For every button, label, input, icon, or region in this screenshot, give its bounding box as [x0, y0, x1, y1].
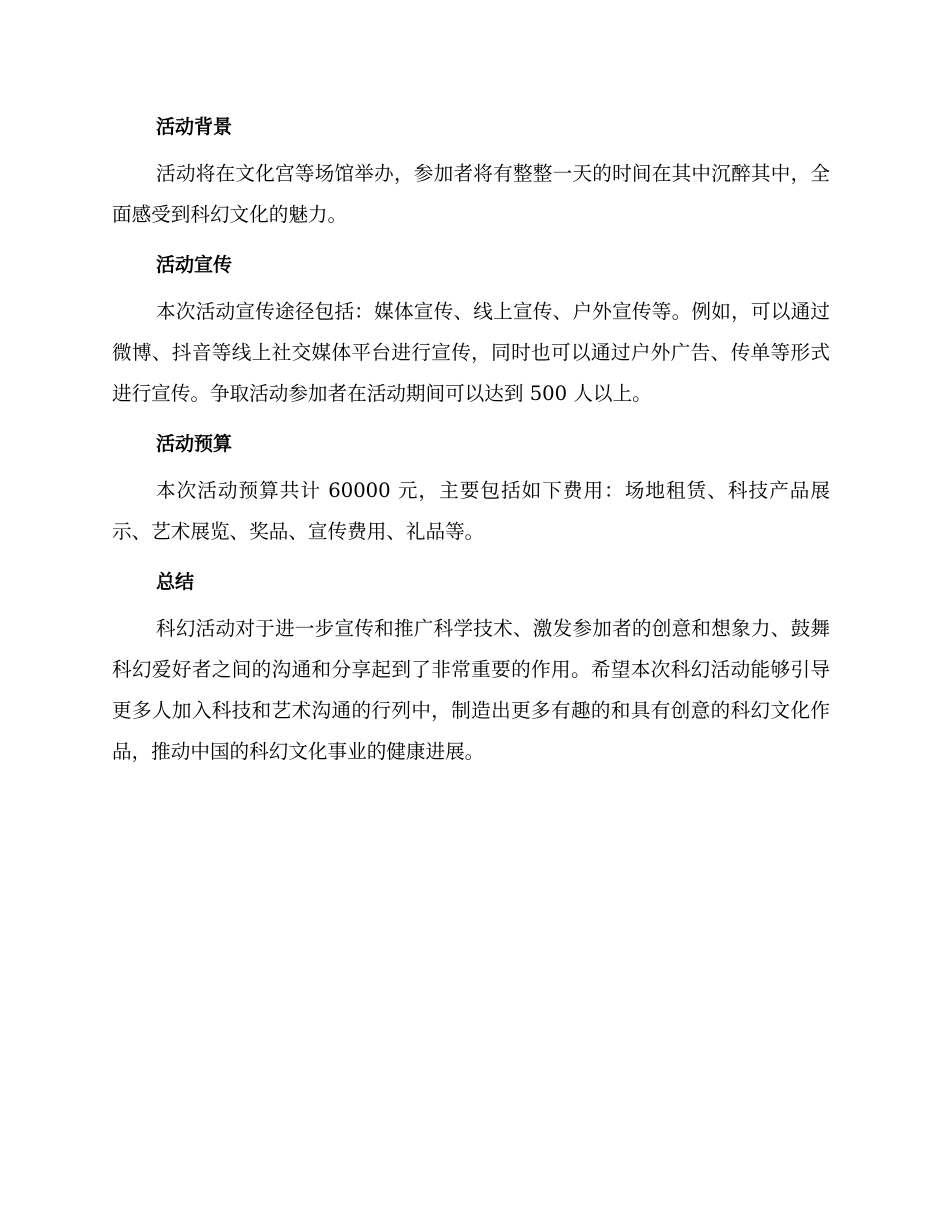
section-paragraph: 科幻活动对于进一步宣传和推广科学技术、激发参加者的创意和想象力、鼓舞科幻爱好者之间的沟通和分享起到了非常重要的作用。希望本次科幻活动能够引导更多人加入科技和艺术沟通的行列中，制造出更多有趣的和具有创意的科幻文化作品，推动中国的科幻文化事业的健康进展。 — [112, 617, 830, 763]
section-heading: 活动背景 — [156, 116, 233, 138]
section-budget — [112, 424, 830, 552]
section-paragraph: 本次活动宣传途径包括：媒体宣传、线上宣传、户外宣传等。例如，可以通过微博、抖音等线上社交媒体平台进行宣传，同时也可以通过户外广告、传单等形式进行宣传。争取活动参加者在活动期间可以达到 500 人以上。 — [112, 300, 830, 405]
section-paragraph: 本次活动预算共计 60000 元，主要包括如下费用：场地租赁、科技产品展示、艺术展览、奖品、宣传费用、礼品等。 — [112, 479, 830, 543]
section-paragraph: 活动将在文化宫等场馆举办，参加者将有整整一天的时间在其中沉醉其中，全面感受到科幻文化的魅力。 — [112, 162, 830, 226]
section-heading: 活动预算 — [156, 433, 233, 455]
section-summary — [112, 562, 830, 772]
section-heading: 总结 — [156, 571, 195, 593]
section-promotion — [112, 245, 830, 414]
section-heading: 活动宣传 — [156, 254, 233, 276]
section-background — [112, 107, 830, 235]
document-page — [112, 107, 830, 782]
